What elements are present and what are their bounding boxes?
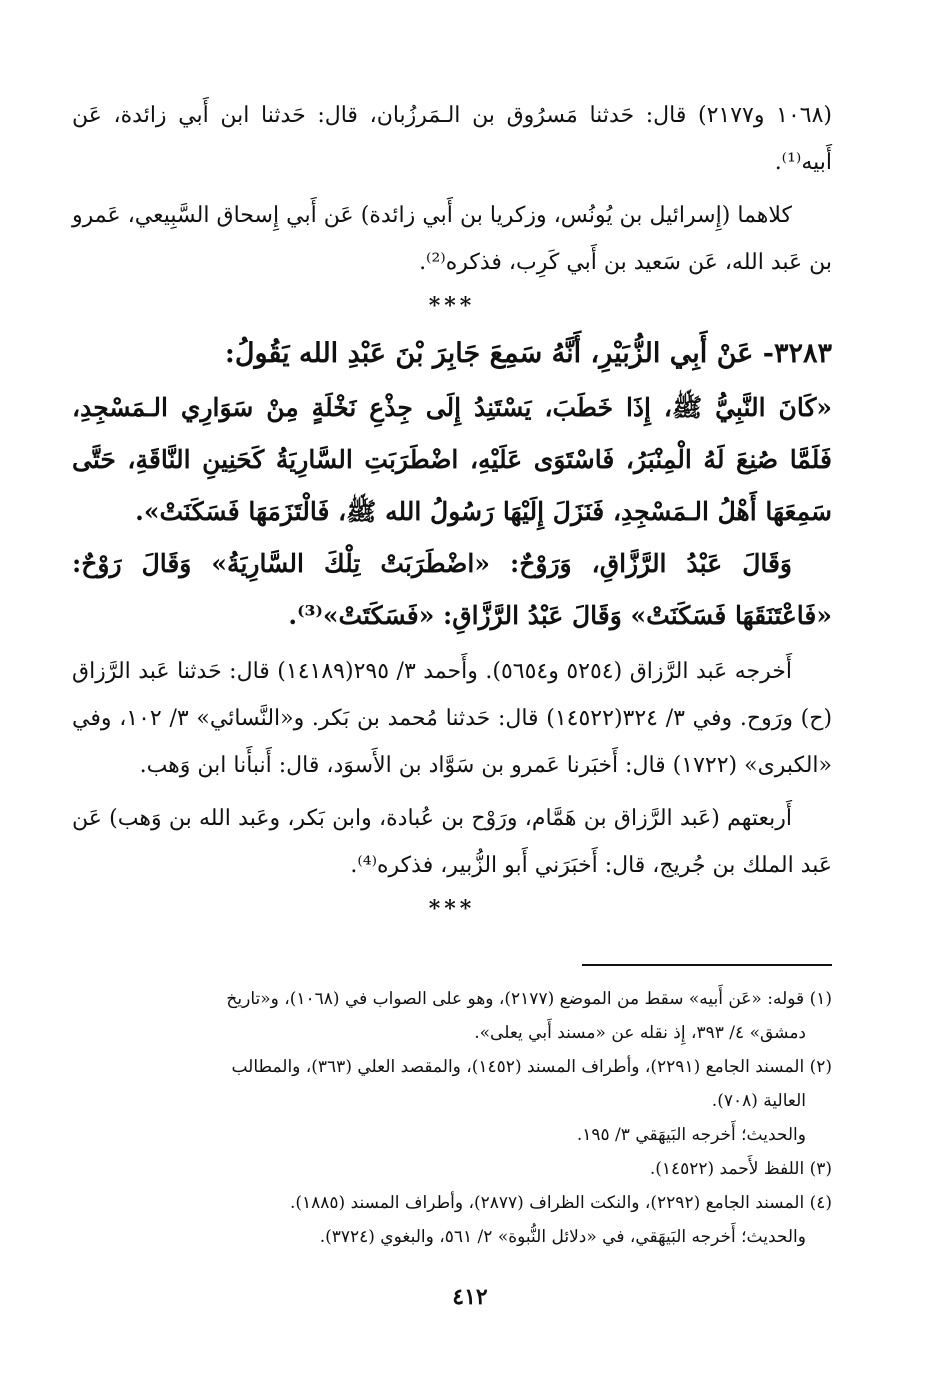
paragraph-takhrij: أَخرجه عَبد الرَّزاق (٥٢٥٤ و٥٦٥٤). وأَحمد ٣/ ٢٩٥(١٤١٨٩) قال: حَدثنا عَبد الرَّزاق (ح) ورَوح. وفي ٣/ ٣٢٤(١٤٥٢٢) قال: حَدثنا مُحمد بن بَكر. و«النَّسائي» ٣/ ١٠٢، وفي «الكبرى» (١٧٢٢) قال: أَخبَرنا عَمرو بن سَوَّاد بن الأَسوَد، قال: أَنبأَنا ابن وَهب.	[72, 659, 833, 778]
footnote-2-line-3: والحديث؛ أَخرجه البَيهَقي ٣/ ١٩٥.	[576, 1125, 806, 1145]
footnote-4-line-1: (٤) المسند الجامع (٢٢٩٢)، والنكت الظراف (٢٨٧٧)، وأطراف المسند (١٨٨٥).	[289, 1193, 832, 1213]
section-separator: ***	[428, 293, 476, 319]
footnote-1-line-1: (١) قوله: «عَن أَبيه» سقط من الموضع (٢١٧٧)، وهو على الصواب في (١٠٦٨)، و«تاريخ	[226, 989, 832, 1009]
hadith-text: «كَانَ النَّبِيُّ ﷺ، إِذَا خَطَبَ، يَسْتَنِدُ إِلَى جِذْعِ نَخْلَةٍ مِنْ سَوَارِي الـمَسْجِدِ، فَلَمَّا صُنِعَ لَهُ الْمِنْبَرُ، فَاسْتَوَى عَلَيْهِ، اضْطَرَبَتِ السَّارِيَةُ كَحَنِينِ النَّاقَةِ، حَتَّى سَمِعَهَا أَهْلُ الـمَسْجِدِ، فَنَزَلَ إِلَيْهَا رَسُولُ الله ﷺ، فَالْتَزَمَهَا فَسَكَنَتْ».	[72, 393, 832, 526]
footnote-1-line-2: دمشق» ٤/ ٣٩٣، إِذ نقله عن «مسند أَبي يعلى».	[474, 1023, 806, 1043]
footnotes	[72, 982, 832, 1254]
paragraph-chain-2: كلاهما (إِسرائيل بن يُونُس، وزكريا بن أَبي زائدة) عَن أَبي إِسحاق السَّبِيعي، عَمرو بن عَبد الله، عَن سَعيد بن أَبي كَرِب، فذكره⁽²⁾.	[72, 203, 832, 275]
footnote-3: (٣) اللفظ لأَحمد (١٤٥٢٢).	[649, 1159, 832, 1179]
page-number: ٤١٢	[452, 1284, 488, 1310]
hadith-heading: ٣٢٨٣- عَنْ أَبِي الزُّبَيْرِ، أَنَّهُ سَمِعَ جَابِرَ بْنَ عَبْدِ الله يَقُولُ:	[224, 338, 832, 369]
footnote-4-line-2: والحديث؛ أَخرجه البَيهَقي، في «دلائل النُّبوة» ٢/ ٥٦١، والبغوي (٣٧٢٤).	[319, 1227, 806, 1247]
paragraph-chain-1: (١٠٦٨ و٢١٧٧) قال: حَدثنا مَسرُوق بن الـمَرزُبان، قال: حَدثنا ابن أَبي زائدة، عَن أَبيه⁽¹⁾.	[72, 103, 832, 175]
footnote-2-line-2: العالية (٧٠٨).	[711, 1091, 806, 1111]
footnote-divider	[582, 964, 832, 966]
section-separator-end: ***	[428, 896, 476, 922]
paragraph-chain-3: أَربعتهم (عَبد الرَّزاق بن هَمَّام، ورَوْح بن عُبادة، وابن بَكر، وعَبد الله بن وَهب) عَن عَبد الملك بن جُريج، قال: أَخبَرَني أَبو الزُّبير، فذكره⁽⁴⁾.	[72, 806, 832, 878]
footnote-2-line-1: (٢) المسند الجامع (٢٢٩١)، وأطراف المسند (١٤٥٢)، والمقصد العلي (٣٦٣)، والمطالب	[231, 1057, 832, 1077]
hadith-variant-note: وَقَالَ عَبْدُ الرَّزَّاقِ، وَرَوْحٌ: «اضْطَرَبَتْ تِلْكَ السَّارِيَةُ» وَقَالَ رَوْحٌ: «فَاعْتَنَقَهَا فَسَكَنَتْ» وَقَالَ عَبْدُ الرَّزَّاقِ: «فَسَكَتَتْ»⁽³⁾.	[72, 549, 832, 630]
